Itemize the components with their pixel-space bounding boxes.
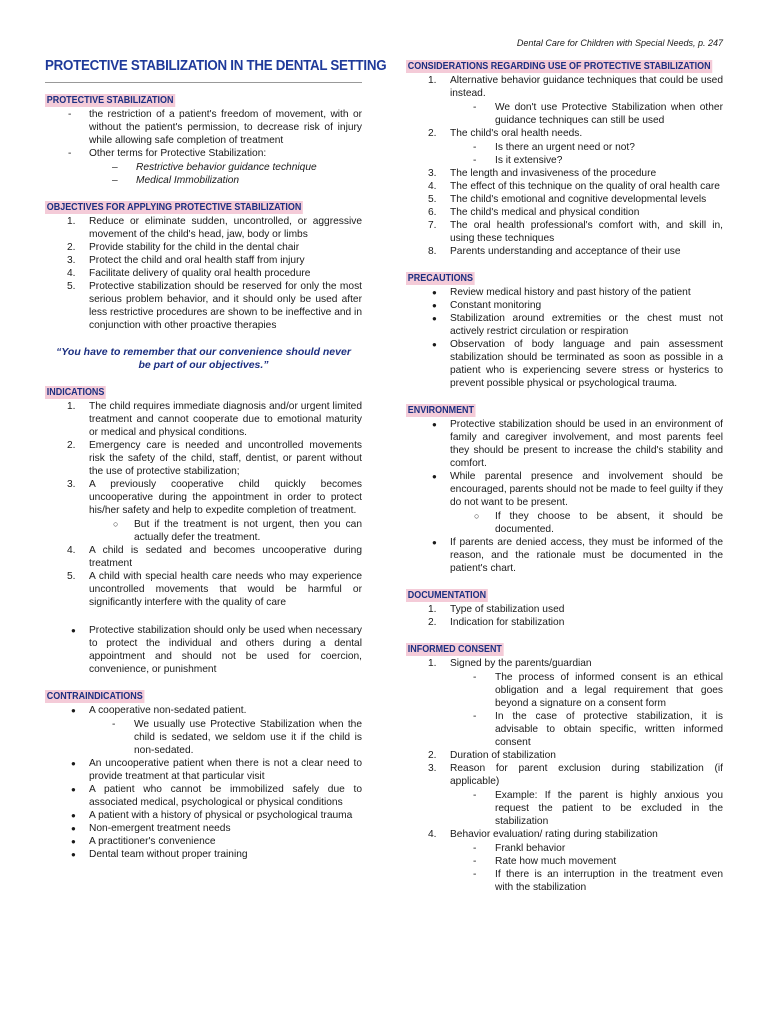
list-item: ● Constant monitoring [432, 300, 542, 311]
list-item: ● If parents are denied access, they must be informed of the reason, and the rationale must be documented in the patient's chart. [432, 537, 723, 574]
list-item: ● A patient with a history of physical or psychological trauma [71, 810, 353, 821]
list-item: 3. The length and invasiveness of the procedure [428, 168, 657, 179]
ps-list [45, 108, 362, 187]
list-item: - Other terms for Protective Stabilization: – Restrictive behavior guidance technique – Medical Immobilization [45, 147, 362, 187]
list-item: ● Dental team without proper training [71, 849, 248, 860]
right-column [406, 60, 723, 894]
list-item: 4. Facilitate delivery of quality oral health procedure [67, 268, 311, 279]
list-item: 4. Behavior evaluation/ rating during stabilization - Frankl behavior - Rate how much movement - If there is an interruption in the treatment even with the stabilization [406, 828, 723, 894]
list-item: - The process of informed consent is an ethical obligation and a legal requirement that goes beyond a signature on a consent form [473, 672, 723, 709]
list-item: 5. A child with special health care needs who may experience uncontrolled movements that would be harmful or significantly interfere with the quality of care [67, 571, 362, 608]
considerations-list [406, 74, 723, 258]
list-item: ● Protective stabilization should only be used when necessary to protect the individual and others during a dental appointment and should not be used for coercion, convenience, or punishment [71, 625, 362, 675]
list-item: ● While parental presence and involvement should be encouraged, parents should not be made to feel guilty if they do not want to be present. ○ If they choose to be absent, it should be documented. [406, 470, 723, 536]
list-item: 4. The effect of this technique on the quality of oral health care [428, 181, 720, 192]
objectives-list [45, 215, 362, 332]
list-item: 1. Alternative behavior guidance techniques that could be used instead. - We don't use Protective Stabilization when other guidance techniques can still be used [406, 74, 723, 127]
list-item: 3. Reason for parent exclusion during stabilization (if applicable) - Example: If the parent is highly anxious you request the patient to be excluded in the stabilization [406, 762, 723, 828]
environment-list [406, 418, 723, 575]
page-title: PROTECTIVE STABILIZATION IN THE DENTAL SETTING [45, 58, 387, 74]
section-heading-contraindications: CONTRAINDICATIONS [46, 691, 143, 702]
list-item: 3. Protect the child and oral health staff from injury [67, 255, 305, 266]
list-item: ● A practitioner's convenience [71, 836, 216, 847]
list-item: 2. Provide stability for the child in the dental chair [67, 242, 300, 253]
list-item: 3. A previously cooperative child quickly becomes uncooperative during the appointment in order to protect his/her safety and help to expedite completion of treatment. ○ But if the treatment is not urgent, then you can actually defer the treatment. [45, 478, 362, 544]
list-item: ● Stabilization around extremities or the chest must not actively restrict circulation or respiration [432, 313, 723, 337]
list-item: - Frankl behavior [473, 843, 566, 854]
list-item: - Rate how much movement [473, 856, 617, 867]
list-item: - the restriction of a patient's freedom of movement, with or without the patient's permission, to decrease risk of injury while allowing safe completion of treatment [68, 109, 362, 146]
consent-list [406, 657, 723, 894]
section-heading-precautions: PRECAUTIONS [407, 273, 474, 284]
section-heading-informed-consent: INFORMED CONSENT [407, 644, 502, 655]
list-item: ● A cooperative non-sedated patient. - We usually use Protective Stabilization when the child is sedated, we seldom use it if the child is non-sedated. [45, 704, 362, 757]
quote: “You have to remember that our convenience should never be part of our objectives.” [56, 346, 351, 371]
list-item: 5. The child's emotional and cognitive developmental levels [428, 194, 707, 205]
list-item: 5. Protective stabilization should be reserved for only the most serious problem behavior, and it should only be used after less restrictive procedures are shown to be ineffective and in conjunction with other proactive therapies [67, 281, 362, 331]
list-item: ● Observation of body language and pain assessment stabilization should be terminated as soon as possible in a patient who is experiencing severe stress or hysterics to prevent possible physical or psychological trauma. [432, 339, 723, 389]
list-item: ● Review medical history and past history of the patient [432, 287, 691, 298]
list-item: ● Protective stabilization should be used in an environment of family and caregiver involvement, and most parents feel they should be present to increase the child's stability and comfort. [432, 419, 723, 469]
list-item: ● Non-emergent treatment needs [71, 823, 231, 834]
list-item: 1. Type of stabilization used [428, 604, 565, 615]
list-item: - We usually use Protective Stabilization when the child is sedated, we seldom use it if the child is non-sedated. [112, 719, 362, 756]
list-item: - Example: If the parent is highly anxious you request the patient to be excluded in the stabilization [473, 790, 723, 827]
precautions-list [406, 286, 723, 390]
list-item: - We don't use Protective Stabilization when other guidance techniques can still be used [473, 102, 723, 126]
list-item: 7. The oral health professional's comfort with, and skill in, using these techniques [428, 220, 723, 244]
section-heading-indications: INDICATIONS [46, 387, 105, 398]
section-heading-environment: ENVIRONMENT [407, 405, 475, 416]
list-item: – Medical Immobilization [112, 175, 240, 186]
list-item: 2. Duration of stabilization [428, 750, 556, 761]
list-item: ○ But if the treatment is not urgent, then you can actually defer the treatment. [113, 519, 362, 543]
contraindications-list [45, 704, 362, 861]
list-item: - If there is an interruption in the treatment even with the stabilization [473, 869, 723, 893]
list-item: ● A patient who cannot be immobilized safely due to associated medical, psychological or physical conditions [71, 784, 362, 808]
left-column [45, 58, 387, 861]
list-item: 6. The child's medical and physical condition [428, 207, 640, 218]
list-item: ● An uncooperative patient when there is not a clear need to provide treatment at that particular visit [71, 758, 362, 782]
section-heading-documentation: DOCUMENTATION [407, 590, 487, 601]
list-item: 1. The child requires immediate diagnosis and/or urgent limited treatment and cannot cooperate due to emotional maturity or medical and physical conditions. [67, 401, 362, 438]
list-item: - Is there an urgent need or not? [473, 142, 635, 153]
section-heading-objectives: OBJECTIVES FOR APPLYING PROTECTIVE STABILIZATION [46, 202, 302, 213]
list-item: 4. A child is sedated and becomes uncooperative during treatment [67, 545, 362, 569]
documentation-list [406, 603, 723, 629]
list-item: ○ If they choose to be absent, it should be documented. [474, 511, 723, 535]
section-heading-considerations: CONSIDERATIONS REGARDING USE OF PROTECTIVE STABILIZATION [407, 61, 711, 72]
list-item: 2. Indication for stabilization [428, 617, 565, 628]
indications-note [45, 624, 362, 676]
section-heading-protective-stabilization: PROTECTIVE STABILIZATION [46, 95, 174, 106]
page-reference: Dental Care for Children with Special Needs, p. 247 [516, 38, 723, 48]
list-item: 2. Emergency care is needed and uncontrolled movements risk the safety of the child, staff, dentist, or parent without the use of protective stabilization; [67, 440, 362, 477]
list-item: 2. The child's oral health needs. - Is there an urgent need or not? - Is it extensive? [406, 127, 723, 167]
indications-list [45, 400, 362, 609]
list-item: - Is it extensive? [473, 155, 563, 166]
list-item: - In the case of protective stabilization, it is advisable to obtain specific, written informed consent [473, 711, 723, 748]
list-item: 8. Parents understanding and acceptance of their use [428, 246, 681, 257]
list-item: 1. Signed by the parents/guardian - The process of informed consent is an ethical obligation and a legal requirement that goes beyond a signature on a consent form - In the case of protective stabilization, it is advisable to obtain specific, written informed consent [406, 657, 723, 749]
title-divider [45, 82, 362, 83]
list-item: 1. Reduce or eliminate sudden, uncontrolled, or aggressive movement of the child's head, jaw, body or limbs [67, 216, 362, 240]
list-item: – Restrictive behavior guidance technique [112, 162, 317, 173]
